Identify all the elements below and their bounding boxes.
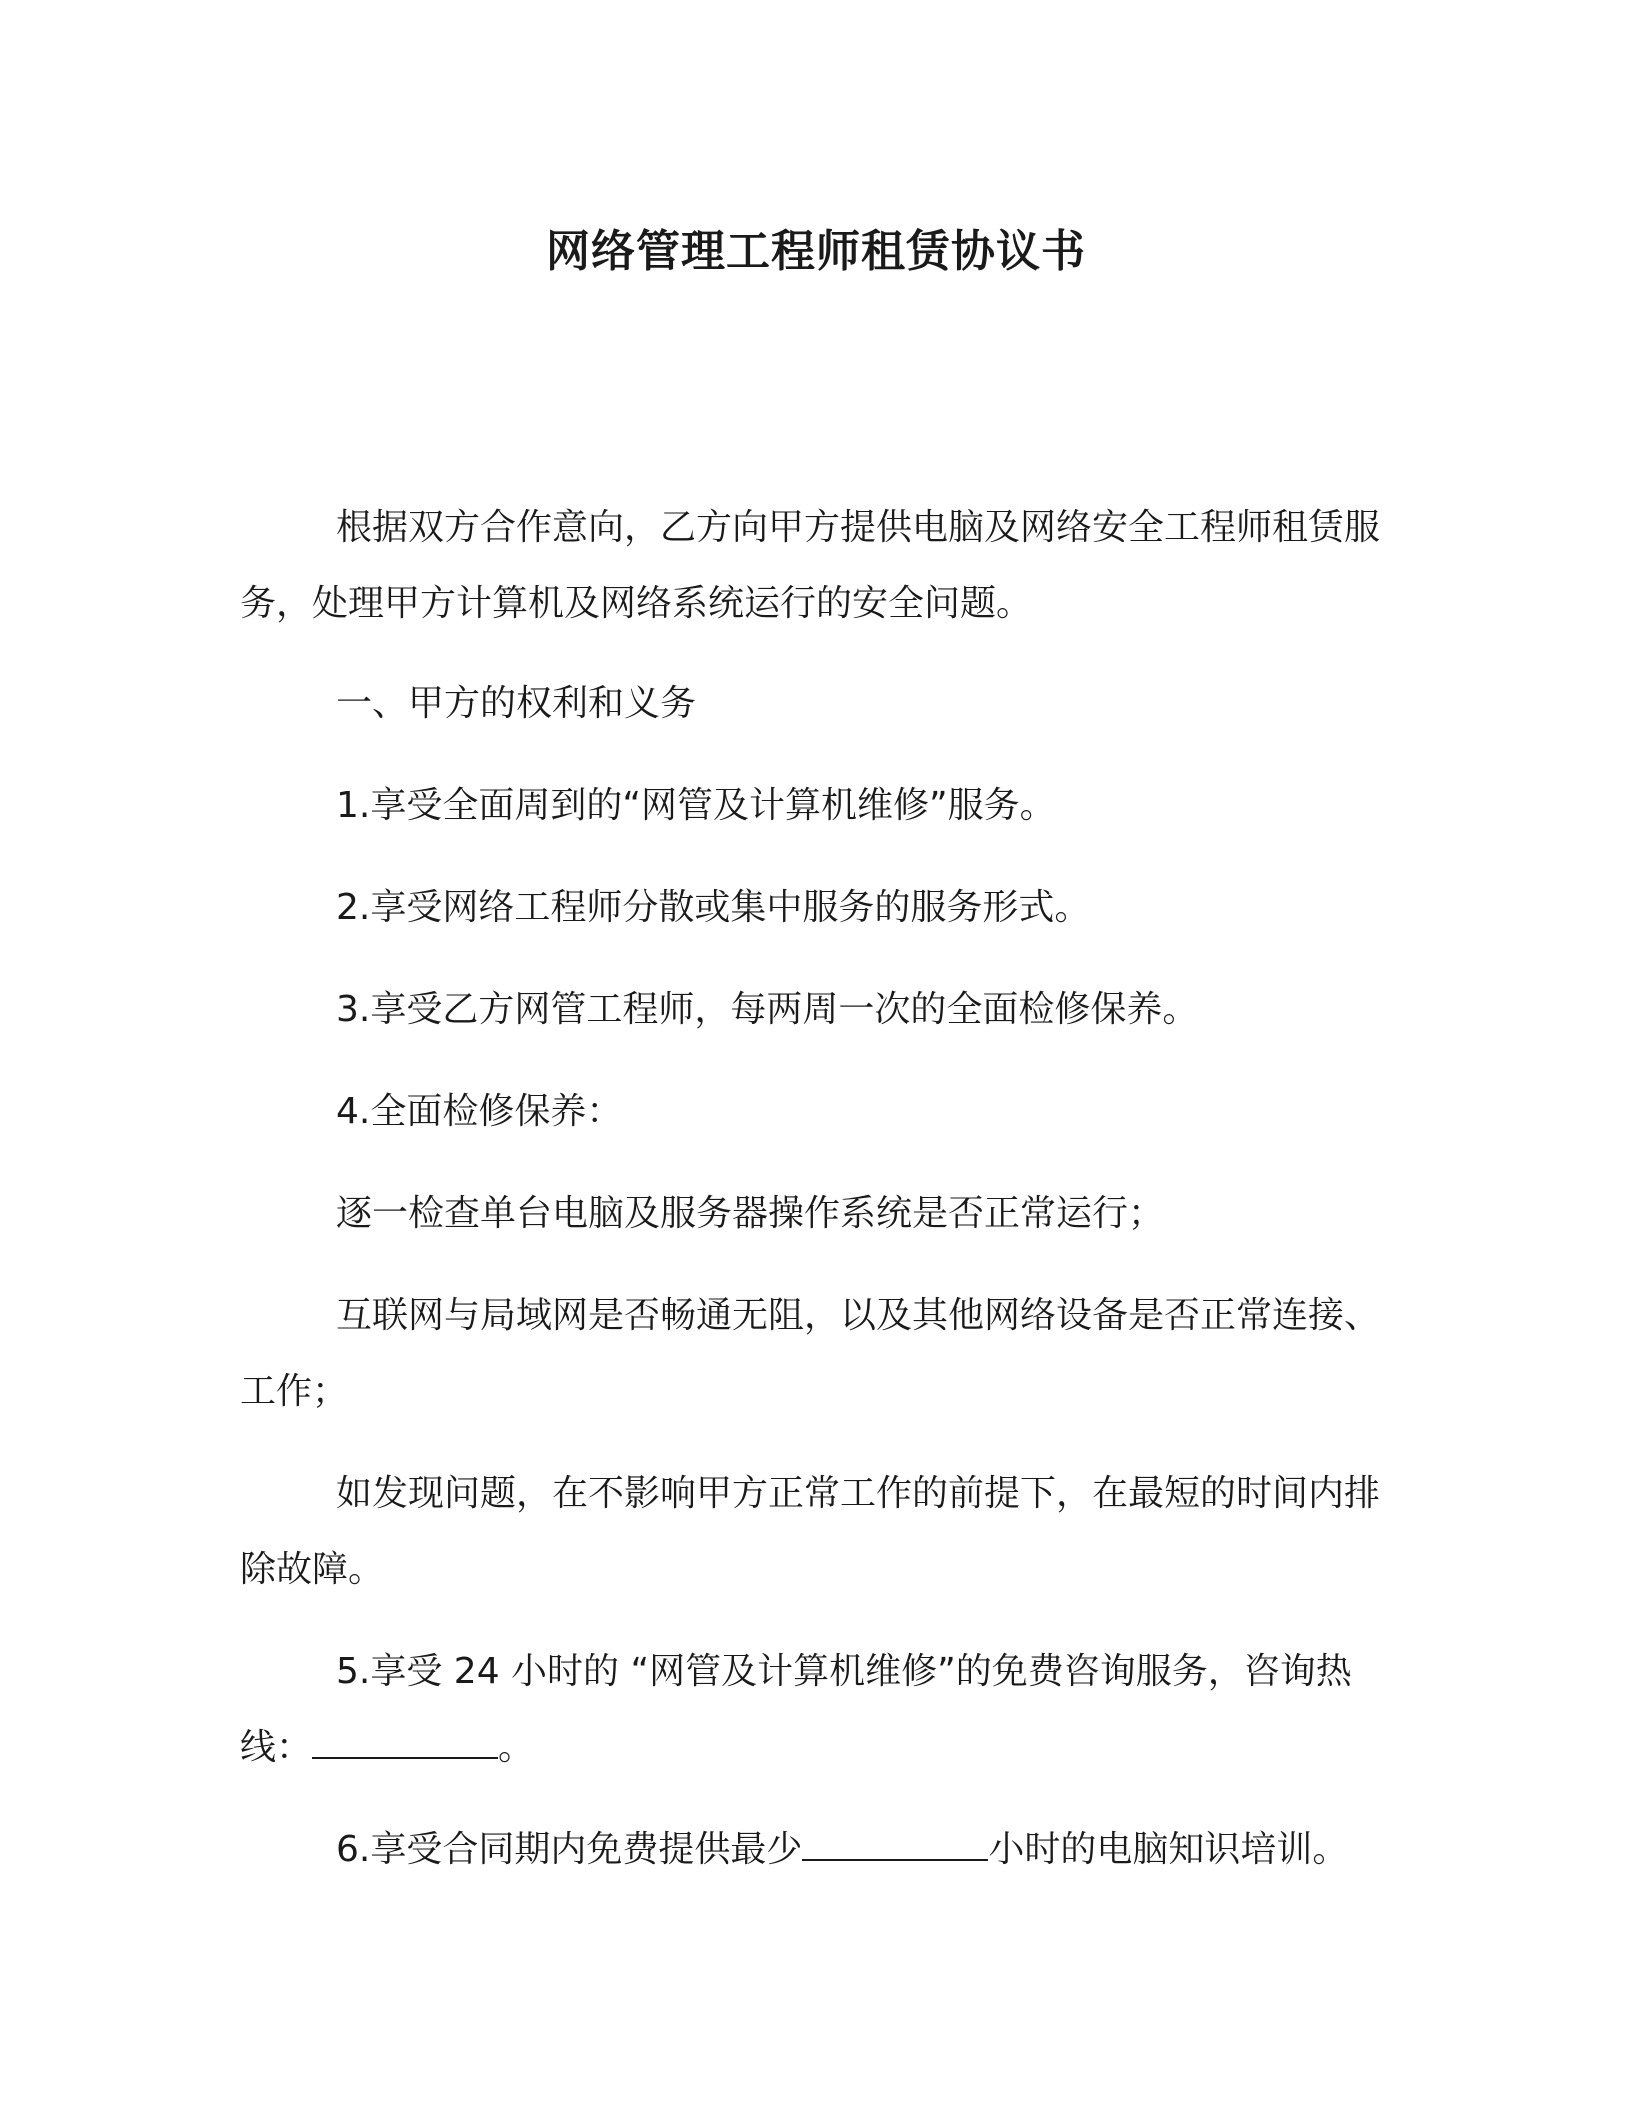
hotline-blank: [312, 1719, 498, 1759]
item-6-end: 小时的电脑知识培训。: [988, 1829, 1349, 1870]
list-item-3: 3.享受乙方网管工程师，每两周一次的全面检修保养。: [336, 989, 1199, 1030]
list-item-5: [240, 1634, 1400, 1786]
list-item-4c: 如发现问题，在不影响甲方正常工作的前提下，在最短的时间内排除故障。: [240, 1473, 1381, 1590]
list-item-2: 2.享受网络工程师分散或集中服务的服务形式。: [336, 887, 1091, 928]
item-6-text: 6.享受合同期内免费提供最少: [336, 1829, 803, 1870]
document-title: 网络管理工程师租赁协议书: [546, 226, 1086, 277]
item-5-text: 5.享受 24 小时的 “网管及计算机维修”的免费咨询服务，咨询热线：: [240, 1651, 1352, 1768]
list-item-6: [240, 1812, 1400, 1888]
list-item-4b: 互联网与局域网是否畅通无阻，以及其他网络设备是否正常连接、工作；: [240, 1295, 1381, 1412]
list-item-1: 1.享受全面周到的“网管及计算机维修”服务。: [336, 785, 1056, 826]
section-heading: 一、甲方的权利和义务: [336, 683, 697, 724]
hours-blank: [802, 1821, 988, 1861]
list-item-4: 4.全面检修保养：: [336, 1091, 623, 1132]
item-5-end: 。: [498, 1727, 535, 1768]
intro-paragraph: 根据双方合作意向，乙方向甲方提供电脑及网络安全工程师租赁服务，处理甲方计算机及网络系统运行的安全问题。: [240, 507, 1381, 624]
list-item-4a: 逐一检查单台电脑及服务器操作系统是否正常运行；: [336, 1193, 1165, 1234]
